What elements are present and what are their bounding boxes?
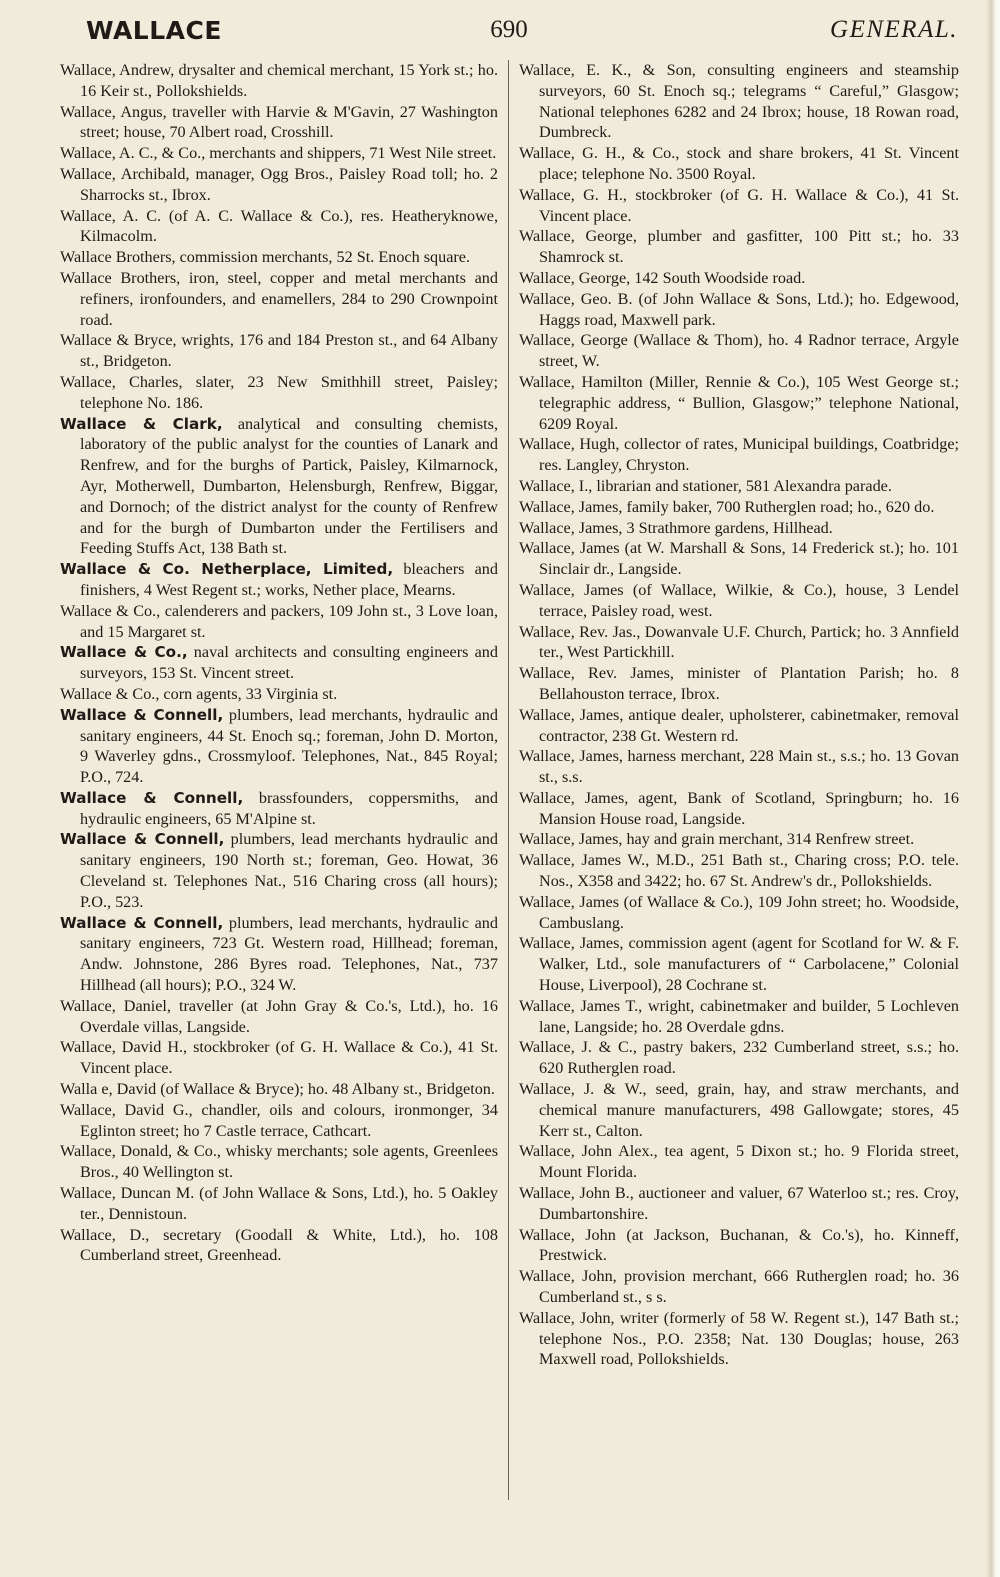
entry-text: Wallace, James, hay and grain merchant, 314 Renfrew street.	[519, 830, 915, 849]
directory-entry	[60, 601, 498, 643]
column-divider	[508, 60, 509, 1500]
directory-entry	[60, 1225, 498, 1267]
directory-entry	[60, 372, 498, 414]
entry-firm-name: Wallace & Connell,	[60, 788, 244, 807]
entry-text: Wallace, David G., chandler, oils and colours, ironmonger, 34 Eglinton street; ho 7 Castle terrace, Cathcart.	[60, 1100, 498, 1140]
directory-entry	[60, 247, 498, 268]
entry-text: Wallace, Charles, slater, 23 New Smithhill street, Paisley; telephone No. 186.	[60, 372, 498, 412]
entry-text: Wallace, James (at W. Marshall & Sons, 14 Frederick st.); ho. 101 Sinclair dr., Langside.	[519, 539, 959, 579]
entry-text: Walla e, David (of Wallace & Bryce); ho. 48 Albany st., Bridgeton.	[60, 1080, 495, 1099]
entry-text: naval architects and consulting engineers and surveyors, 153 St. Vincent street.	[80, 643, 498, 683]
entry-firm-name: Wallace & Co. Netherplace, Limited,	[60, 560, 394, 579]
entry-text: Wallace, Hamilton (Miller, Rennie & Co.), 105 West George st.; telegraphic address, “ Bullion, Glasgow;” telephone National, 6209 Royal.	[519, 372, 959, 433]
entry-text: Wallace, John Alex., tea agent, 5 Dixon st.; ho. 9 Florida street, Mount Florida.	[519, 1142, 959, 1182]
entry-text: Wallace, James, antique dealer, upholsterer, cabinetmaker, removal contractor, 238 Gt. Western rd.	[519, 705, 959, 745]
directory-entry	[519, 1266, 959, 1308]
directory-entry	[519, 580, 959, 622]
entry-text: Wallace, James, agent, Bank of Scotland, Springburn; ho. 16 Mansion House road, Langside.	[519, 788, 959, 828]
directory-entry	[519, 829, 959, 850]
entry-text: Wallace & Co., corn agents, 33 Virginia st.	[60, 684, 338, 703]
entry-text: plumbers, lead merchants hydraulic and sanitary engineers, 190 North st.; foreman, Geo. Howat, 36 Cleveland st. Telephones Nat., 516 Charing cross (all hours); P.O., 523.	[80, 830, 498, 911]
entry-text: Wallace, James, harness merchant, 228 Main st., s.s.; ho. 13 Govan st., s.s.	[519, 747, 959, 787]
directory-entry	[60, 642, 498, 684]
entry-text: Wallace, James (of Wallace & Co.), 109 John street; ho. Woodside, Cambuslang.	[519, 892, 959, 932]
directory-entry	[519, 185, 959, 227]
directory-entry	[60, 1100, 498, 1142]
entry-text: Wallace, A. C., & Co., merchants and shippers, 71 West Nile street.	[60, 144, 497, 163]
directory-entry	[60, 1141, 498, 1183]
entry-text: Wallace, James T., wright, cabinetmaker and builder, 5 Lochleven lane, Langside; ho. 28 Overdale gdns.	[519, 996, 959, 1036]
entry-text: Wallace, James (of Wallace, Wilkie, & Co.), house, 3 Lendel terrace, Paisley road, west.	[519, 580, 959, 620]
entry-text: Wallace, G. H., & Co., stock and share brokers, 41 St. Vincent place; telephone No. 3500 Royal.	[519, 144, 959, 183]
entry-text: Wallace, Donald, & Co., whisky merchants; sole agents, Greenlees Bros., 40 Wellington st.	[60, 1142, 498, 1182]
directory-entry	[60, 1037, 498, 1079]
entry-text: Wallace, G. H., stockbroker (of G. H. Wallace & Co.), 41 St. Vincent place.	[519, 185, 959, 225]
entry-text: Wallace, A. C. (of A. C. Wallace & Co.), res. Heatheryknowe, Kilmacolm.	[60, 206, 498, 246]
directory-entry	[519, 1225, 959, 1267]
entry-text: Wallace, John, writer (formerly of 58 W. Regent st.), 147 Bath st.; telephone Nos., P.O. 2358; Nat. 130 Douglas; house, 263 Maxwell road, Pollokshields.	[519, 1308, 959, 1369]
running-header	[60, 12, 958, 50]
entry-text: Wallace, David H., stockbroker (of G. H. Wallace & Co.), 41 St. Vincent place.	[60, 1038, 498, 1078]
left-column	[60, 60, 498, 1266]
entry-text: bleachers and finishers, 4 West Regent st.; works, Nether place, Mearns.	[80, 560, 498, 599]
directory-entry	[519, 1141, 959, 1183]
entry-text: Wallace, E. K., & Son, consulting engineers and steamship surveyors, 60 St. Enoch sq.; telegrams “ Careful,” Glasgow; National telephones 6282 and 24 Ibrox; house, 18 Rowan road, Dumbreck.	[519, 61, 959, 142]
entry-text: Wallace, James W., M.D., 251 Bath st., Charing cross; P.O. tele. Nos., X358 and 3422; ho. 67 St. Andrew's dr., Pollokshields.	[519, 851, 959, 891]
directory-entry	[519, 289, 959, 331]
directory-entry	[519, 518, 959, 539]
page-number: 690	[490, 16, 528, 43]
directory-entry	[519, 850, 959, 892]
entry-text: Wallace, James, 3 Strathmore gardens, Hillhead.	[519, 518, 833, 537]
entry-firm-name: Wallace & Co.,	[60, 643, 188, 662]
entry-text: Wallace, J. & C., pastry bakers, 232 Cumberland street, s.s.; ho. 620 Rutherglen road.	[519, 1038, 959, 1078]
directory-entry	[519, 622, 959, 664]
entry-text: Wallace, Duncan M. (of John Wallace & Sons, Ltd.), ho. 5 Oakley ter., Dennistoun.	[60, 1184, 498, 1223]
header-surname: WALLACE	[86, 16, 222, 45]
entry-firm-name: Wallace & Connell,	[60, 913, 224, 932]
directory-entry	[519, 892, 959, 934]
entry-firm-name: Wallace & Connell,	[60, 830, 225, 849]
directory-entry	[60, 559, 498, 601]
entry-text: Wallace, Hugh, collector of rates, Municipal buildings, Coatbridge; res. Langley, Chryston.	[519, 435, 959, 475]
entry-text: Wallace Brothers, commission merchants, 52 St. Enoch square.	[60, 248, 471, 267]
entry-text: Wallace Brothers, iron, steel, copper and metal merchants and refiners, ironfounders, and enamellers, 284 to 290 Crownpoint road.	[60, 268, 498, 329]
directory-entry	[519, 933, 959, 995]
directory-entry	[519, 330, 959, 372]
directory-entry	[60, 684, 498, 705]
entry-text: Wallace, D., secretary (Goodall & White, Ltd.), ho. 108 Cumberland street, Greenhead.	[60, 1225, 498, 1265]
entry-text: Wallace, James, commission agent (agent for Scotland for W. & F. Walker, Ltd., sole manufacturers of “ Carbolacene,” Colonial House, Liverpool), 28 Cochrane st.	[519, 934, 959, 995]
directory-entry	[519, 788, 959, 830]
directory-entry	[60, 705, 498, 788]
directory-entry	[519, 705, 959, 747]
directory-entry	[60, 206, 498, 248]
directory-entry	[519, 226, 959, 268]
entry-text: Wallace, Rev. Jas., Dowanvale U.F. Church, Partick; ho. 3 Annfield ter., West Partickhill.	[519, 622, 959, 662]
directory-entry	[60, 1079, 498, 1100]
entry-firm-name: Wallace & Clark,	[60, 414, 223, 433]
directory-entry	[519, 1308, 959, 1370]
directory-entry	[519, 1037, 959, 1079]
entry-text: Wallace, George (Wallace & Thom), ho. 4 Radnor terrace, Argyle street, W.	[519, 331, 959, 371]
entry-text: Wallace & Co., calenderers and packers, 109 John st., 3 Love loan, and 15 Margaret st.	[60, 601, 498, 641]
entry-text: Wallace, John (at Jackson, Buchanan, & Co.'s), ho. Kinneff, Prestwick.	[519, 1225, 959, 1265]
directory-entry	[60, 164, 498, 206]
directory-entry	[519, 497, 959, 518]
directory-entry	[519, 746, 959, 788]
directory-entry	[519, 434, 959, 476]
entry-text: Wallace, George, plumber and gasfitter, 100 Pitt st.; ho. 33 Shamrock st.	[519, 227, 959, 267]
directory-entry	[60, 788, 498, 830]
entry-text: Wallace, Daniel, traveller (at John Gray & Co.'s, Ltd.), ho. 16 Overdale villas, Langside.	[60, 996, 498, 1036]
right-column	[519, 60, 959, 1370]
entry-text: brassfounders, coppersmiths, and hydraulic engineers, 65 M'Alpine st.	[80, 788, 498, 828]
directory-entry	[60, 913, 498, 996]
directory-entry	[60, 414, 498, 560]
directory-entry	[519, 663, 959, 705]
directory-entry	[519, 143, 959, 185]
entry-text: Wallace, J. & W., seed, grain, hay, and straw merchants, and chemical manure manufacturers, 498 Gallowgate; stores, 45 Kerr st., Calton.	[519, 1080, 959, 1140]
header-section: GENERAL.	[830, 16, 958, 43]
entry-text: Wallace, John B., auctioneer and valuer, 67 Waterloo st.; res. Croy, Dumbartonshire.	[519, 1184, 959, 1223]
directory-entry	[60, 143, 498, 164]
entry-text: Wallace, Rev. James, minister of Plantation Parish; ho. 8 Bellahouston terrace, Ibrox.	[519, 664, 959, 703]
directory-entry	[60, 268, 498, 330]
entry-text: Wallace, James, family baker, 700 Rutherglen road; ho., 620 do.	[519, 497, 935, 516]
entry-text: Wallace, Andrew, drysalter and chemical merchant, 15 York st.; ho. 16 Keir st., Pollokshields.	[60, 61, 498, 100]
directory-entry	[519, 996, 959, 1038]
directory-entry	[519, 1183, 959, 1225]
entry-text: plumbers, lead merchants, hydraulic and sanitary engineers, 44 St. Enoch sq.; foreman, John D. Morton, 9 Waverley gdns., Crossmyloof. Telephones, Nat., 845 Royal; P.O., 724.	[80, 705, 498, 787]
directory-entry	[60, 102, 498, 144]
entry-text: Wallace, Archibald, manager, Ogg Bros., Paisley Road toll; ho. 2 Sharrocks st., Ibrox.	[60, 164, 498, 204]
entry-text: Wallace, Geo. B. (of John Wallace & Sons, Ltd.); ho. Edgewood, Haggs road, Maxwell park.	[519, 289, 959, 329]
entry-text: Wallace & Bryce, wrights, 176 and 184 Preston st., and 64 Albany st., Bridgeton.	[60, 331, 498, 371]
directory-entry	[519, 1079, 959, 1141]
directory-entry	[519, 372, 959, 434]
directory-entry	[60, 330, 498, 372]
directory-entry	[60, 829, 498, 912]
directory-entry	[60, 996, 498, 1038]
directory-entry	[519, 476, 959, 497]
entry-text: Wallace, John, provision merchant, 666 Rutherglen road; ho. 36 Cumberland st., s s.	[519, 1267, 959, 1307]
directory-entry	[60, 60, 498, 102]
entry-text: Wallace, I., librarian and stationer, 581 Alexandra parade.	[519, 476, 892, 495]
directory-entry	[60, 1183, 498, 1225]
directory-entry	[519, 60, 959, 143]
entry-text: Wallace, George, 142 South Woodside road.	[519, 268, 806, 287]
entry-firm-name: Wallace & Connell,	[60, 705, 224, 724]
directory-entry	[519, 538, 959, 580]
page-edge	[986, 0, 1000, 1577]
directory-entry	[519, 268, 959, 289]
entry-text: analytical and consulting chemists, laboratory of the public analyst for the counties of Lanark and Renfrew, and for the burghs of Partick, Paisley, Kilmarnock, Ayr, Motherwell, Dumbarton, Helensburgh, Renfrew, Biggar, and Dornoch; of the district analyst for the county of Renfrew and for the burgh of Dumbarton under the Fertilisers and Feeding Stuffs Act, 138 Bath st.	[80, 414, 498, 558]
entry-text: plumbers, lead merchants, hydraulic and sanitary engineers, 723 Gt. Western road, Hillhead; foreman, Andw. Johnstone, 286 Byres road. Telephones, Nat., 737 Hillhead (all hours); P.O., 324 W.	[80, 913, 498, 995]
entry-text: Wallace, Angus, traveller with Harvie & M'Gavin, 27 Washington street; house, 70 Albert road, Crosshill.	[60, 102, 498, 142]
